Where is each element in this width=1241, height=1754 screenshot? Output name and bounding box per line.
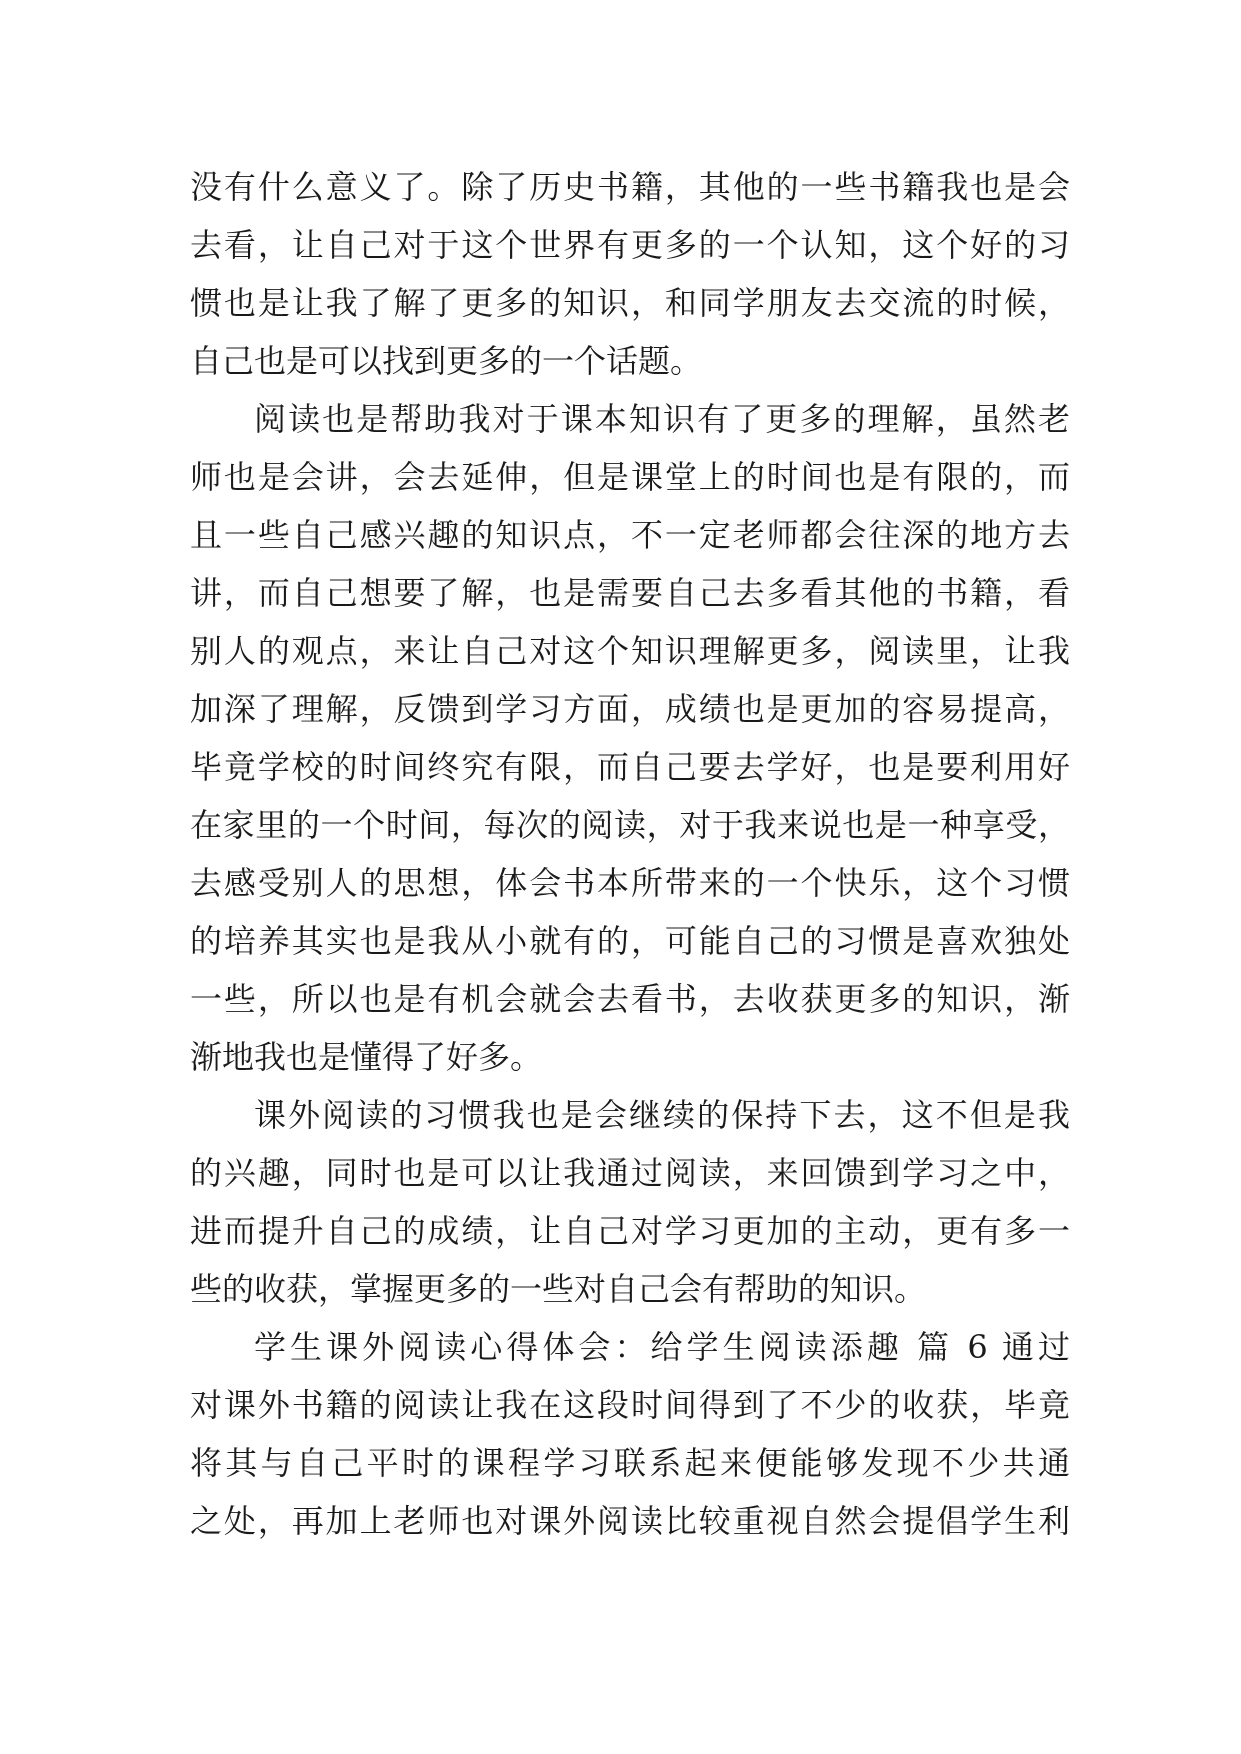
text-line: 对课外书籍的阅读让我在这段时间得到了不少的收获，毕竟: [190, 1386, 1070, 1424]
text-line: 加深了理解，反馈到学习方面，成绩也是更加的容易提高，: [190, 690, 1070, 728]
body-text: [190, 158, 1070, 1550]
text-line: 些的收获，掌握更多的一些对自己会有帮助的知识。: [190, 1270, 927, 1308]
section-heading-line: 学生课外阅读心得体会：给学生阅读添趣 篇 6 通过: [254, 1328, 1070, 1366]
text-line: 进而提升自己的成绩，让自己对学习更加的主动，更有多一: [190, 1212, 1070, 1250]
text-line: 之处，再加上老师也对课外阅读比较重视自然会提倡学生利: [190, 1502, 1070, 1540]
text-line: 的培养其实也是我从小就有的，可能自己的习惯是喜欢独处: [190, 922, 1070, 960]
text-line: 且一些自己感兴趣的知识点，不一定老师都会往深的地方去: [190, 516, 1070, 554]
text-line: 惯也是让我了解了更多的知识，和同学朋友去交流的时候，: [190, 284, 1070, 322]
text-line: 没有什么意义了。除了历史书籍，其他的一些书籍我也是会: [190, 168, 1070, 206]
text-line: 一些，所以也是有机会就会去看书，去收获更多的知识，渐: [190, 980, 1070, 1018]
text-line: 去感受别人的思想，体会书本所带来的一个快乐，这个习惯: [190, 864, 1070, 902]
text-line: 阅读也是帮助我对于课本知识有了更多的理解，虽然老: [254, 400, 1070, 438]
text-line: 毕竟学校的时间终究有限，而自己要去学好，也是要利用好: [190, 748, 1070, 786]
text-line: 师也是会讲，会去延伸，但是课堂上的时间也是有限的，而: [190, 458, 1070, 496]
text-line: 自己也是可以找到更多的一个话题。: [190, 342, 703, 380]
text-line: 的兴趣，同时也是可以让我通过阅读，来回馈到学习之中，: [190, 1154, 1070, 1192]
text-line: 在家里的一个时间，每次的阅读，对于我来说也是一种享受，: [190, 806, 1070, 844]
text-line: 去看，让自己对于这个世界有更多的一个认知，这个好的习: [190, 226, 1070, 264]
text-line: 将其与自己平时的课程学习联系起来便能够发现不少共通: [190, 1444, 1070, 1482]
text-line: 课外阅读的习惯我也是会继续的保持下去，这不但是我: [254, 1096, 1070, 1134]
text-line: 渐地我也是懂得了好多。: [190, 1038, 543, 1076]
text-line: 讲，而自己想要了解，也是需要自己去多看其他的书籍，看: [190, 574, 1070, 612]
text-line: 别人的观点，来让自己对这个知识理解更多，阅读里，让我: [190, 632, 1070, 670]
